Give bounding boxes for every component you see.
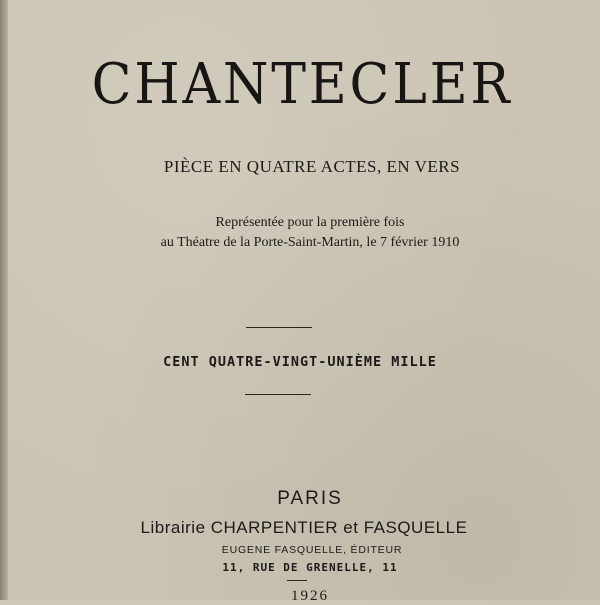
imprint-publisher: Librairie CHARPENTIER et FASQUELLE [140,518,468,537]
book-title: CHANTECLER [91,52,513,117]
imprint-year: 1926 [291,588,329,604]
divider-rule-top [246,327,312,328]
divider-rule-imprint [287,580,307,581]
imprint-city: PARIS [277,488,343,509]
imprint-address: 11, RUE DE GRENELLE, 11 [222,561,398,574]
book-subtitle: PIÈCE EN QUATRE ACTES, EN VERS [163,157,461,176]
premiere-note-line-2: au Théatre de la Porte-Saint-Martin, le 7 février 1910 [160,235,460,250]
divider-rule-bottom [245,394,311,395]
premiere-note-line-1: Représentée pour la première fois [215,215,405,230]
edition-statement: CENT QUATRE-VINGT-UNIÈME MILLE [163,354,437,370]
imprint-editor: EUGENE FASQUELLE, ÉDITEUR [221,544,403,556]
